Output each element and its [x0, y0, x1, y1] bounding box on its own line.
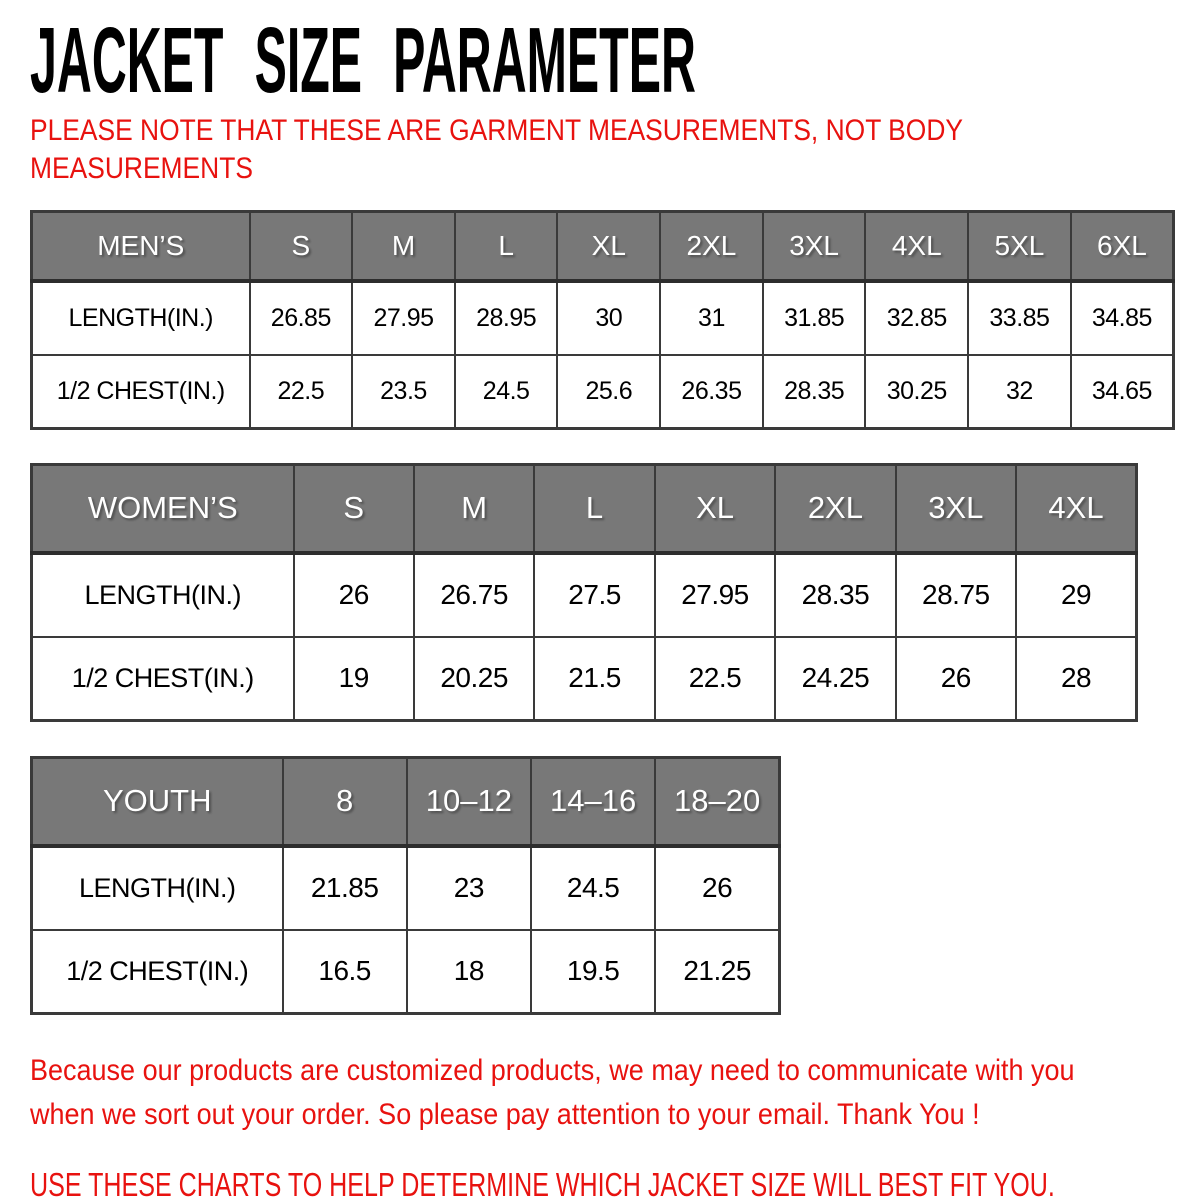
measurement-row — [32, 846, 780, 930]
measurement-value-cell: 29 — [1016, 553, 1136, 637]
youth-size-table — [30, 756, 781, 1015]
measurement-value-cell: 31.85 — [763, 281, 866, 355]
size-column-header: S — [294, 465, 414, 553]
size-header-row — [32, 212, 1174, 281]
disclaimer-line-2: MEASUREMENTS — [30, 152, 253, 185]
womens-size-table — [30, 463, 1138, 722]
measurement-value-cell: 21.5 — [534, 637, 654, 721]
measurement-label-cell: 1/2 CHEST(IN.) — [32, 355, 250, 429]
measurement-value-cell: 22.5 — [655, 637, 775, 721]
mens-size-table — [30, 210, 1175, 430]
size-header-row — [32, 758, 780, 846]
measurement-value-cell: 27.5 — [534, 553, 654, 637]
measurement-value-cell: 26.75 — [414, 553, 534, 637]
measurement-value-cell: 26.35 — [660, 355, 763, 429]
size-column-header: S — [250, 212, 353, 281]
chart-usage-note: USE THESE CHARTS TO HELP DETERMINE WHICH JACKET SIZE WILL BEST FIT YOU. — [30, 1166, 1055, 1200]
measurement-value-cell: 28 — [1016, 637, 1136, 721]
measurement-label-cell: LENGTH(IN.) — [32, 846, 283, 930]
size-column-header: M — [352, 212, 455, 281]
measurement-row — [32, 355, 1174, 429]
size-column-header: XL — [557, 212, 660, 281]
measurement-value-cell: 18 — [407, 930, 531, 1014]
size-column-header: XL — [655, 465, 775, 553]
measurement-value-cell: 24.5 — [455, 355, 558, 429]
size-column-header: 8 — [283, 758, 407, 846]
size-column-header: L — [455, 212, 558, 281]
page-title — [30, 8, 1200, 112]
measurement-label-cell: 1/2 CHEST(IN.) — [32, 930, 283, 1014]
measurement-value-cell: 22.5 — [250, 355, 353, 429]
measurement-value-cell: 21.85 — [283, 846, 407, 930]
measurement-value-cell: 30 — [557, 281, 660, 355]
measurement-value-cell: 27.95 — [352, 281, 455, 355]
measurement-value-cell: 21.25 — [655, 930, 779, 1014]
measurement-value-cell: 28.75 — [896, 553, 1016, 637]
table-name-cell: YOUTH — [32, 758, 283, 846]
measurement-label-cell: 1/2 CHEST(IN.) — [32, 637, 294, 721]
size-column-header: L — [534, 465, 654, 553]
measurement-value-cell: 28.35 — [763, 355, 866, 429]
measurement-value-cell: 34.85 — [1071, 281, 1174, 355]
measurement-value-cell: 23 — [407, 846, 531, 930]
measurement-value-cell: 32 — [968, 355, 1071, 429]
measurement-value-cell: 26.85 — [250, 281, 353, 355]
measurement-value-cell: 24.25 — [775, 637, 895, 721]
size-chart-page — [0, 8, 1200, 1200]
measurement-value-cell: 19 — [294, 637, 414, 721]
customization-notice — [30, 1049, 1083, 1137]
measurement-value-cell: 19.5 — [531, 930, 655, 1014]
size-column-header: 10–12 — [407, 758, 531, 846]
measurement-value-cell: 26 — [294, 553, 414, 637]
size-column-header: 2XL — [660, 212, 763, 281]
measurement-label-cell: LENGTH(IN.) — [32, 553, 294, 637]
measurement-value-cell: 24.5 — [531, 846, 655, 930]
measurement-value-cell: 20.25 — [414, 637, 534, 721]
size-column-header: 3XL — [896, 465, 1016, 553]
customization-notice-line-2: when we sort out your order. So please pay attention to your email. Thank You ! — [30, 1098, 980, 1131]
table-name-cell: MEN’S — [32, 212, 250, 281]
measurement-value-cell: 25.6 — [557, 355, 660, 429]
measurement-value-cell: 26 — [896, 637, 1016, 721]
measurement-row — [32, 930, 780, 1014]
measurement-value-cell: 27.95 — [655, 553, 775, 637]
measurement-label-cell: LENGTH(IN.) — [32, 281, 250, 355]
measurement-value-cell: 28.95 — [455, 281, 558, 355]
size-column-header: 4XL — [865, 212, 968, 281]
measurement-value-cell: 26 — [655, 846, 779, 930]
size-column-header: 5XL — [968, 212, 1071, 281]
size-column-header: M — [414, 465, 534, 553]
size-column-header: 2XL — [775, 465, 895, 553]
measurement-row — [32, 553, 1137, 637]
size-column-header: 18–20 — [655, 758, 779, 846]
measurement-value-cell: 31 — [660, 281, 763, 355]
size-column-header: 14–16 — [531, 758, 655, 846]
measurement-value-cell: 28.35 — [775, 553, 895, 637]
page-title-text: JACKET SIZE PARAMETER — [30, 8, 696, 112]
disclaimer-line-1: PLEASE NOTE THAT THESE ARE GARMENT MEASUREMENTS, NOT BODY — [30, 114, 964, 147]
measurement-value-cell: 33.85 — [968, 281, 1071, 355]
size-column-header: 3XL — [763, 212, 866, 281]
measurement-value-cell: 30.25 — [865, 355, 968, 429]
measurement-row — [32, 637, 1137, 721]
measurement-value-cell: 16.5 — [283, 930, 407, 1014]
size-header-row — [32, 465, 1137, 553]
customization-notice-line-1: Because our products are customized products, we may need to communicate with you — [30, 1054, 1075, 1087]
size-column-header: 6XL — [1071, 212, 1174, 281]
measurement-value-cell: 23.5 — [352, 355, 455, 429]
garment-measurements-disclaimer — [30, 112, 1060, 188]
measurement-value-cell: 34.65 — [1071, 355, 1174, 429]
measurement-row — [32, 281, 1174, 355]
size-column-header: 4XL — [1016, 465, 1136, 553]
measurement-value-cell: 32.85 — [865, 281, 968, 355]
table-name-cell: WOMEN’S — [32, 465, 294, 553]
